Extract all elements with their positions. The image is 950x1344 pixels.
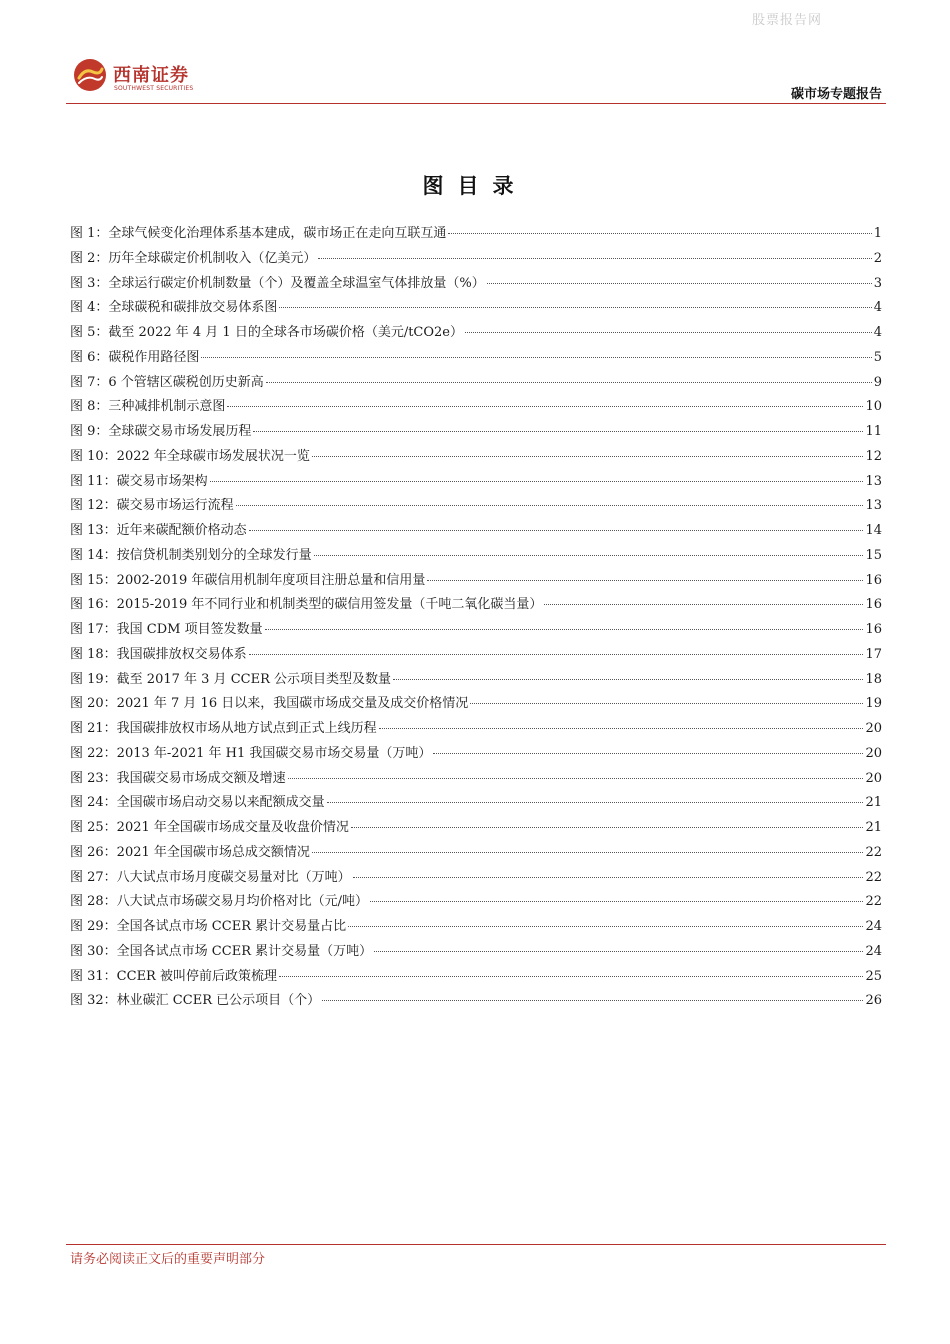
header-divider [66, 103, 886, 104]
toc-entry-page: 1 [873, 226, 882, 241]
toc-entry-page: 24 [865, 943, 882, 959]
toc-entry-page: 16 [865, 622, 882, 637]
toc-entry[interactable] [70, 866, 882, 891]
toc-entry[interactable] [70, 494, 882, 519]
toc-entry-page: 16 [865, 597, 882, 613]
toc-entry-page: 19 [865, 696, 882, 712]
toc-entry-label: 图 12：碳交易市场运行流程 [70, 498, 234, 514]
toc-entry[interactable] [70, 371, 882, 396]
toc-dot-leader [314, 555, 864, 556]
toc-entry-label: 图 5：截至 2022 年 4 月 1 日的全球各市场碳价格（美元/tCO2e） [70, 325, 463, 340]
toc-dot-leader [348, 926, 863, 927]
toc-entry[interactable] [70, 791, 882, 816]
toc-entry[interactable] [70, 767, 882, 792]
toc-entry-label: 图 17：我国 CDM 项目签发数量 [70, 622, 263, 637]
toc-entry[interactable] [70, 222, 882, 247]
toc-entry-page: 10 [865, 399, 882, 415]
toc-entry-label: 图 8：三种减排机制示意图 [70, 399, 226, 415]
logo-english-name: SOUTHWEST SECURITIES [114, 85, 194, 92]
toc-entry-page: 4 [873, 325, 882, 340]
toc-entry[interactable] [70, 420, 882, 445]
toc-dot-leader [201, 357, 871, 358]
toc-dot-leader [374, 951, 863, 952]
toc-entry-page: 13 [865, 473, 882, 489]
toc-entry[interactable] [70, 296, 882, 321]
toc-dot-leader [370, 901, 863, 902]
toc-entry-label: 图 15：2002-2019 年碳信用机制年度项目注册总量和信用量 [70, 572, 426, 588]
toc-dot-leader [470, 703, 863, 704]
toc-entry-label: 图 9：全球碳交易市场发展历程 [70, 424, 252, 439]
toc-entry-page: 11 [865, 424, 882, 439]
toc-dot-leader [465, 332, 872, 333]
toc-entry[interactable] [70, 346, 882, 371]
toc-entry[interactable] [70, 544, 882, 569]
toc-entry-page: 21 [865, 820, 882, 835]
watermark: 股票报告网 [752, 13, 823, 28]
toc-entry[interactable] [70, 965, 882, 990]
toc-entry-label: 图 24：全国碳市场启动交易以来配额成交量 [70, 795, 325, 811]
toc-entry-page: 20 [865, 721, 882, 736]
toc-entry-label: 图 1：全球气候变化治理体系基本建成，碳市场正在走向互联互通 [70, 226, 447, 241]
toc-entry-label: 图 32：林业碳汇 CCER 已公示项目（个） [70, 993, 321, 1009]
toc-entry-label: 图 22：2013 年-2021 年 H1 我国碳交易市场交易量（万吨） [70, 745, 432, 761]
toc-dot-leader [249, 530, 864, 531]
toc-dot-leader [279, 307, 871, 308]
toc-dot-leader [249, 654, 864, 655]
toc-entry[interactable] [70, 841, 882, 866]
toc-entry-label: 图 31：CCER 被叫停前后政策梳理 [70, 968, 277, 984]
toc-entry-page: 20 [865, 770, 882, 786]
toc-dot-leader [227, 406, 863, 407]
toc-entry[interactable] [70, 519, 882, 544]
toc-entry-label: 图 4：全球碳税和碳排放交易体系图 [70, 300, 278, 316]
figure-toc-list [70, 222, 882, 1014]
toc-entry[interactable] [70, 668, 882, 693]
toc-entry[interactable] [70, 890, 882, 915]
toc-entry[interactable] [70, 321, 882, 346]
toc-entry-page: 9 [873, 374, 882, 390]
logo-chinese-name: 西南证券 [113, 65, 189, 86]
toc-entry-label: 图 26：2021 年全国碳市场总成交额情况 [70, 844, 310, 860]
toc-entry-page: 16 [865, 572, 882, 588]
toc-dot-leader [288, 778, 864, 779]
toc-entry-label: 图 19：截至 2017 年 3 月 CCER 公示项目类型及数量 [70, 671, 391, 687]
toc-entry-page: 15 [865, 547, 882, 563]
toc-dot-leader [448, 233, 871, 234]
toc-entry[interactable] [70, 272, 882, 297]
toc-entry-page: 12 [865, 448, 882, 464]
toc-dot-leader [266, 382, 872, 383]
toc-entry[interactable] [70, 395, 882, 420]
toc-entry-page: 3 [873, 275, 882, 291]
toc-entry-label: 图 18：我国碳排放权交易体系 [70, 646, 247, 662]
toc-entry-page: 13 [865, 498, 882, 514]
toc-entry-page: 5 [873, 349, 882, 365]
toc-dot-leader [353, 877, 864, 878]
toc-dot-leader [236, 505, 864, 506]
toc-entry-page: 22 [865, 844, 882, 860]
toc-entry-label: 图 29：全国各试点市场 CCER 累计交易量占比 [70, 919, 347, 934]
toc-dot-leader [253, 431, 863, 432]
footer-notice: 请务必阅读正文后的重要声明部分 [70, 1252, 266, 1267]
toc-entry-page: 22 [865, 894, 882, 910]
toc-dot-leader [312, 852, 864, 853]
toc-entry[interactable] [70, 692, 882, 717]
toc-entry-page: 22 [865, 869, 882, 885]
toc-entry-label: 图 10：2022 年全球碳市场发展状况一览 [70, 448, 310, 464]
toc-entry-page: 24 [865, 919, 882, 934]
toc-entry[interactable] [70, 247, 882, 272]
toc-dot-leader [433, 753, 863, 754]
toc-entry-label: 图 20：2021 年 7 月 16 日以来，我国碳市场成交量及成交价格情况 [70, 696, 469, 712]
footer-divider [66, 1244, 886, 1245]
toc-entry-page: 21 [865, 795, 882, 811]
toc-entry-label: 图 25：2021 年全国碳市场成交量及收盘价情况 [70, 820, 349, 835]
toc-dot-leader [322, 1000, 863, 1001]
toc-dot-leader [279, 976, 863, 977]
toc-entry[interactable] [70, 470, 882, 495]
toc-dot-leader [318, 258, 871, 259]
toc-dot-leader [379, 728, 864, 729]
toc-entry-label: 图 11：碳交易市场架构 [70, 473, 208, 489]
toc-entry-page: 17 [865, 646, 882, 662]
logo-emblem-icon [73, 58, 107, 92]
toc-entry[interactable] [70, 940, 882, 965]
toc-dot-leader [351, 827, 864, 828]
toc-dot-leader [427, 580, 863, 581]
toc-entry-label: 图 6：碳税作用路径图 [70, 349, 200, 365]
page-title: 图目录 [422, 173, 528, 198]
toc-dot-leader [210, 481, 864, 482]
toc-dot-leader [544, 604, 863, 605]
toc-entry[interactable] [70, 445, 882, 470]
toc-entry-label: 图 16：2015-2019 年不同行业和机制类型的碳信用签发量（千吨二氧化碳当量） [70, 597, 543, 613]
toc-dot-leader [327, 802, 864, 803]
toc-entry-label: 图 27：八大试点市场月度碳交易量对比（万吨） [70, 869, 351, 885]
toc-entry-label: 图 28：八大试点市场碳交易月均价格对比（元/吨） [70, 894, 369, 910]
toc-entry-page: 18 [865, 671, 882, 687]
toc-entry[interactable] [70, 569, 882, 594]
toc-entry-page: 2 [873, 250, 882, 266]
toc-entry-page: 4 [873, 300, 882, 316]
toc-entry[interactable] [70, 915, 882, 940]
toc-entry[interactable] [70, 618, 882, 643]
toc-dot-leader [393, 679, 863, 680]
toc-entry-label: 图 3：全球运行碳定价机制数量（个）及覆盖全球温室气体排放量（%） [70, 275, 485, 291]
toc-entry[interactable] [70, 742, 882, 767]
report-type-title: 碳市场专题报告 [790, 87, 882, 102]
toc-entry-label: 图 14：按信贷机制类别划分的全球发行量 [70, 547, 312, 563]
toc-dot-leader [265, 629, 864, 630]
toc-entry[interactable] [70, 593, 882, 618]
toc-entry-label: 图 2：历年全球碳定价机制收入（亿美元） [70, 250, 317, 266]
toc-dot-leader [487, 283, 872, 284]
toc-entry-label: 图 7：6 个管辖区碳税创历史新高 [70, 374, 264, 390]
toc-entry-label: 图 30：全国各试点市场 CCER 累计交易量（万吨） [70, 943, 373, 959]
toc-entry[interactable] [70, 717, 882, 742]
toc-entry-page: 14 [865, 523, 882, 538]
toc-entry[interactable] [70, 816, 882, 841]
toc-entry[interactable] [70, 989, 882, 1014]
toc-entry-page: 25 [865, 968, 882, 984]
toc-dot-leader [312, 456, 864, 457]
toc-entry[interactable] [70, 643, 882, 668]
toc-entry-page: 20 [865, 745, 882, 761]
toc-entry-label: 图 23：我国碳交易市场成交额及增速 [70, 770, 286, 786]
toc-entry-label: 图 13：近年来碳配额价格动态 [70, 523, 247, 538]
toc-entry-page: 26 [865, 993, 882, 1009]
toc-entry-label: 图 21：我国碳排放权市场从地方试点到正式上线历程 [70, 721, 377, 736]
